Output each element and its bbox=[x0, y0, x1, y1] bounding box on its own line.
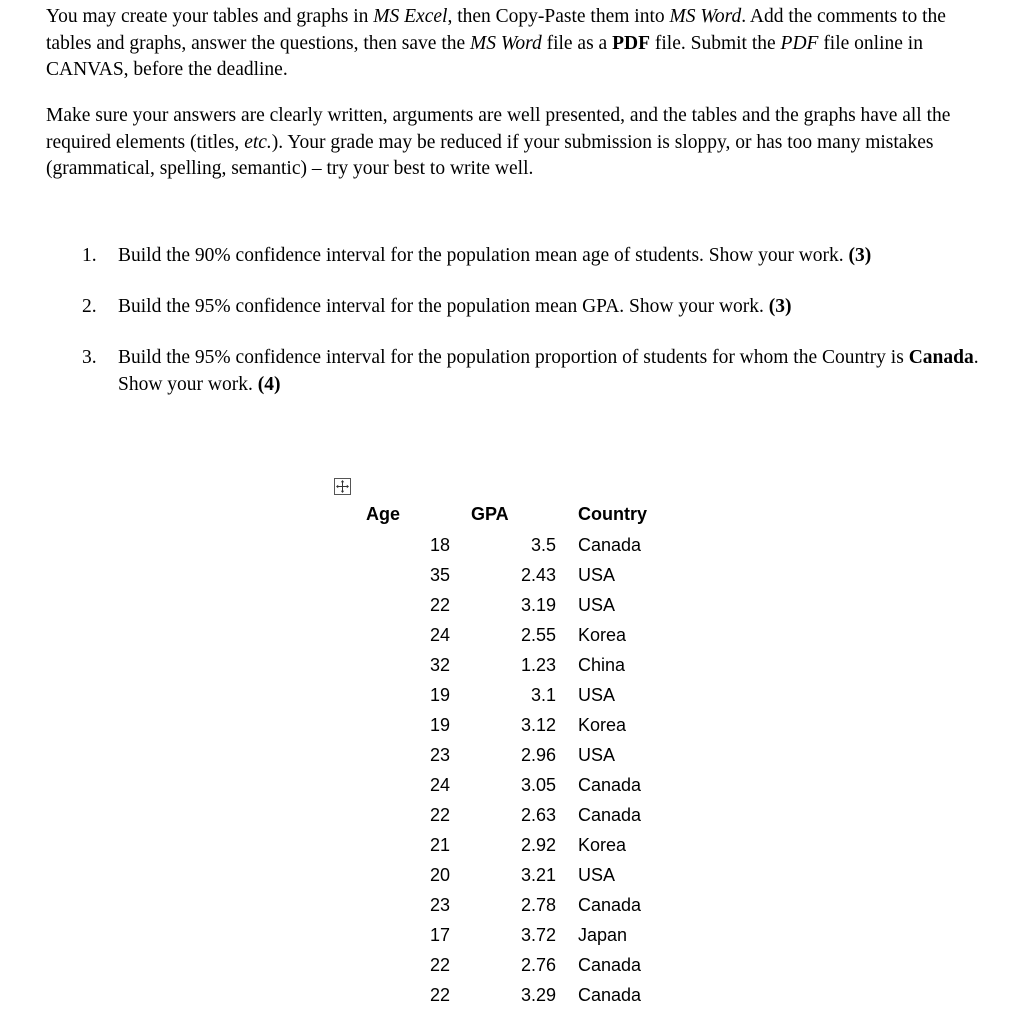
cell-age: 22 bbox=[429, 595, 450, 615]
cell-country: Canada bbox=[578, 805, 642, 825]
question-text bbox=[118, 293, 982, 320]
instructions-paragraph-2 bbox=[46, 103, 976, 183]
cell-age: 24 bbox=[429, 775, 450, 795]
text-run: Build the 90% confidence interval for the population mean age of students. Show your work. bbox=[118, 245, 849, 266]
move-handle-icon[interactable] bbox=[334, 478, 351, 495]
question-number: 2. bbox=[82, 296, 97, 317]
table-row bbox=[0, 923, 1015, 953]
table-row bbox=[0, 623, 1015, 653]
cell-gpa: 3.05 bbox=[520, 775, 556, 795]
table-row bbox=[0, 593, 1015, 623]
move-arrows-icon bbox=[335, 479, 350, 494]
cell-age: 21 bbox=[429, 835, 450, 855]
question-3 bbox=[82, 344, 982, 398]
table-row bbox=[0, 713, 1015, 743]
cell-age: 17 bbox=[429, 925, 450, 945]
text-run: (4) bbox=[257, 374, 281, 395]
table-row bbox=[0, 893, 1015, 923]
text-run: Build the 95% confidence interval for the population proportion of students for whom the Country is bbox=[118, 347, 909, 368]
cell-gpa: 2.55 bbox=[520, 625, 556, 645]
text-run: PDF bbox=[612, 32, 650, 54]
cell-country: China bbox=[578, 655, 626, 675]
text-run: . Show your work. bbox=[118, 347, 979, 395]
cell-age: 22 bbox=[429, 955, 450, 975]
table-row bbox=[0, 743, 1015, 773]
question-1 bbox=[82, 242, 982, 269]
cell-age: 32 bbox=[429, 655, 450, 675]
text-run: . Add the comments to the tables and graphs, answer the questions, then save the bbox=[46, 6, 946, 54]
cell-gpa: 2.43 bbox=[520, 565, 556, 585]
cell-gpa: 2.96 bbox=[520, 745, 556, 765]
text-run: MS Excel bbox=[373, 6, 448, 27]
cell-age: 22 bbox=[429, 985, 450, 1005]
table-row bbox=[0, 953, 1015, 983]
cell-country: USA bbox=[578, 565, 616, 585]
cell-country: Canada bbox=[578, 535, 642, 555]
cell-age: 23 bbox=[429, 895, 450, 915]
table-row bbox=[0, 983, 1015, 1013]
question-text bbox=[118, 344, 982, 398]
text-run: file online in CANVAS, before the deadline. bbox=[46, 32, 923, 80]
cell-age: 35 bbox=[429, 565, 450, 585]
cell-gpa: 2.76 bbox=[520, 955, 556, 975]
column-header-country: Country bbox=[578, 504, 647, 524]
cell-age: 19 bbox=[429, 685, 450, 705]
data-table-body bbox=[0, 533, 1015, 1013]
cell-gpa: 3.12 bbox=[520, 715, 556, 735]
cell-country: Korea bbox=[578, 715, 627, 735]
cell-country: Canada bbox=[578, 955, 642, 975]
cell-country: Korea bbox=[578, 835, 627, 855]
text-run: MS Word bbox=[669, 6, 742, 27]
table-row bbox=[0, 533, 1015, 563]
cell-gpa: 3.19 bbox=[520, 595, 556, 615]
cell-gpa: 2.78 bbox=[520, 895, 556, 915]
text-run: etc. bbox=[244, 131, 272, 153]
cell-country: USA bbox=[578, 745, 616, 765]
question-2 bbox=[82, 293, 982, 320]
cell-country: Japan bbox=[578, 925, 628, 945]
text-run: ). Your grade may be reduced if your submission is sloppy, or has too many mistakes (grammatical, spelling, semantic) – try your best to write well. bbox=[46, 131, 934, 179]
cell-age: 23 bbox=[429, 745, 450, 765]
cell-gpa: 3.21 bbox=[520, 865, 556, 885]
text-run: Canada bbox=[908, 347, 974, 368]
text-run: You may create your tables and graphs in bbox=[46, 6, 374, 27]
cell-age: 20 bbox=[429, 865, 450, 885]
instructions-paragraph-1 bbox=[46, 4, 976, 84]
cell-gpa: 3.5 bbox=[530, 535, 556, 555]
cell-country: Canada bbox=[578, 775, 642, 795]
text-run: Build the 95% confidence interval for the population mean GPA. Show your work. bbox=[118, 296, 769, 317]
cell-gpa: 1.23 bbox=[520, 655, 556, 675]
table-row bbox=[0, 683, 1015, 713]
cell-age: 24 bbox=[429, 625, 450, 645]
cell-age: 18 bbox=[429, 535, 450, 555]
text-run: (3) bbox=[848, 245, 872, 266]
cell-gpa: 2.92 bbox=[520, 835, 556, 855]
table-row bbox=[0, 803, 1015, 833]
question-number: 1. bbox=[82, 245, 97, 266]
question-text bbox=[118, 242, 982, 269]
text-run: file as a bbox=[541, 32, 613, 54]
cell-country: USA bbox=[578, 865, 616, 885]
table-row bbox=[0, 563, 1015, 593]
cell-gpa: 3.72 bbox=[520, 925, 556, 945]
cell-country: USA bbox=[578, 685, 616, 705]
table-row bbox=[0, 833, 1015, 863]
text-run: , then Copy-Paste them into bbox=[447, 6, 670, 27]
cell-country: Canada bbox=[578, 985, 642, 1005]
cell-country: USA bbox=[578, 595, 616, 615]
cell-age: 19 bbox=[429, 715, 450, 735]
cell-country: Canada bbox=[578, 895, 642, 915]
cell-gpa: 3.29 bbox=[520, 985, 556, 1005]
cell-gpa: 3.1 bbox=[530, 685, 556, 705]
table-row bbox=[0, 653, 1015, 683]
text-run: MS Word bbox=[470, 32, 542, 54]
column-header-age: Age bbox=[366, 504, 401, 524]
question-number: 3. bbox=[82, 347, 97, 368]
text-run: file. Submit the bbox=[650, 32, 781, 54]
cell-gpa: 2.63 bbox=[520, 805, 556, 825]
table-row bbox=[0, 773, 1015, 803]
text-run: Make sure your answers are clearly written, arguments are well presented, and the tables and the graphs have all the required elements (titles, bbox=[46, 105, 951, 153]
cell-country: Korea bbox=[578, 625, 627, 645]
table-row bbox=[0, 863, 1015, 893]
cell-age: 22 bbox=[429, 805, 450, 825]
text-run: (3) bbox=[768, 296, 792, 317]
column-header-gpa: GPA bbox=[471, 504, 509, 524]
text-run: PDF bbox=[780, 32, 819, 54]
